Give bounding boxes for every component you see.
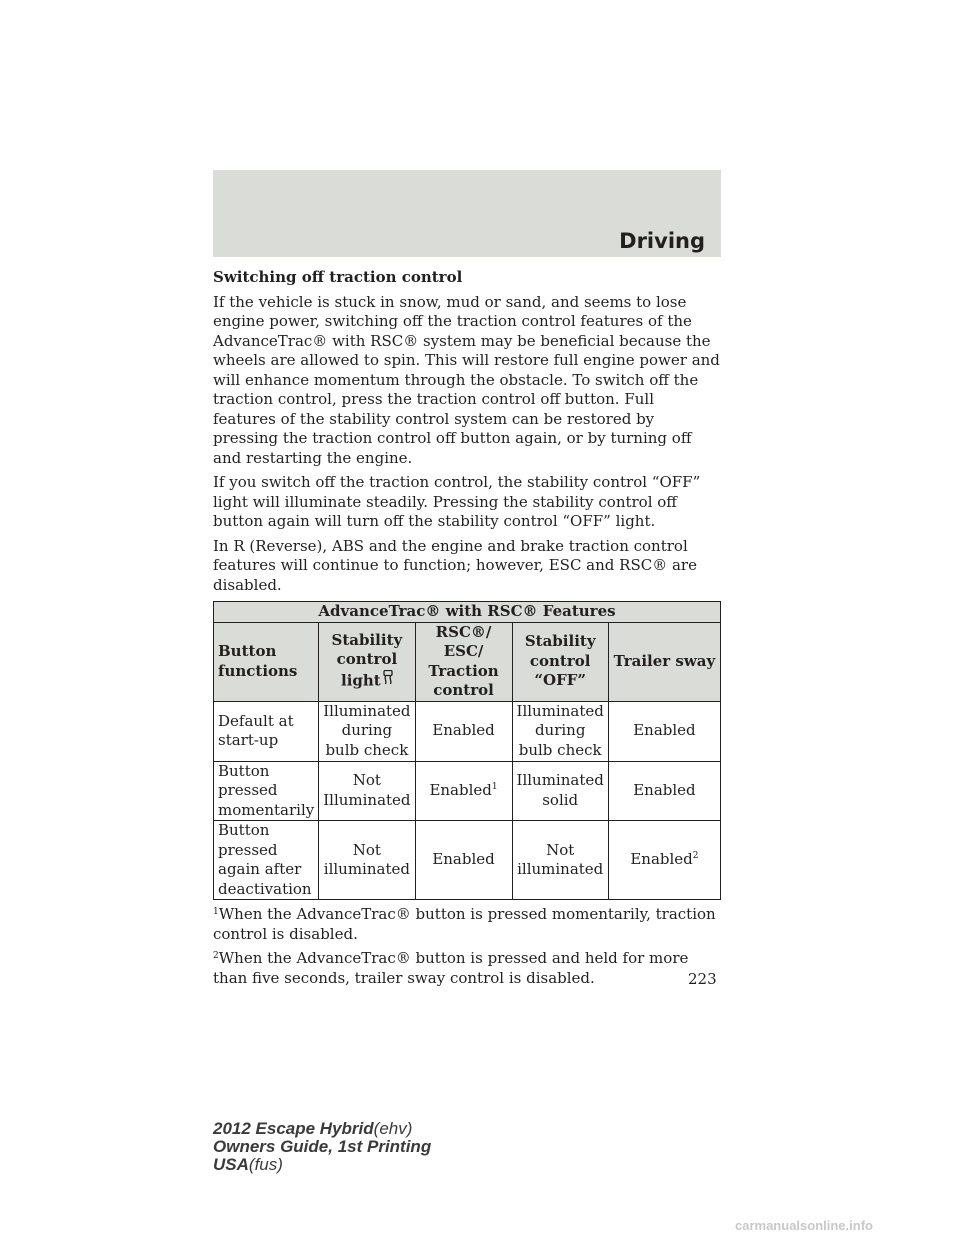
footnote: $^1$When the AdvanceTrac® button is pressed momentarily, traction control is disabled. bbox=[213, 905, 716, 943]
cell-function: Default at start-up bbox=[214, 701, 319, 761]
section-heading: Switching off traction control bbox=[213, 268, 463, 286]
cell-off: Illuminated solid bbox=[512, 761, 608, 821]
page-number: 223 bbox=[688, 970, 717, 988]
footnote: $^2$When the AdvanceTrac® button is pressed and held for more than five seconds, trailer sway control is disabled. bbox=[213, 949, 689, 987]
cell-light: Not Illuminated bbox=[319, 761, 415, 821]
skid-car-icon bbox=[383, 670, 393, 693]
page-content bbox=[213, 268, 721, 988]
cell-trailer: Enabled bbox=[608, 761, 720, 821]
table-row bbox=[214, 821, 721, 900]
table-title: AdvanceTrac® with RSC® Features bbox=[214, 602, 721, 623]
cell-light: Illuminated during bulb check bbox=[319, 701, 415, 761]
header-stability-off: Stability control “OFF” bbox=[512, 622, 608, 701]
section-header-bar bbox=[213, 170, 721, 257]
table-row bbox=[214, 701, 721, 761]
cell-rsc: Enabled bbox=[415, 701, 512, 761]
watermark: carmanualsonline.info bbox=[735, 1218, 873, 1233]
table-row bbox=[214, 761, 721, 821]
header-trailer-sway: Trailer sway bbox=[608, 622, 720, 701]
header-stability-light: Stability control light bbox=[319, 622, 415, 701]
cell-off: Not illuminated bbox=[512, 821, 608, 900]
cell-trailer: Enabled bbox=[608, 701, 720, 761]
features-table bbox=[213, 601, 721, 900]
header-button-functions: Button functions bbox=[214, 622, 319, 701]
section-title: Driving bbox=[619, 229, 705, 253]
paragraph: If the vehicle is stuck in snow, mud or sand, and seems to lose engine power, switching off the traction control features of the AdvanceTrac® with RSC® system may be beneficial because the wheels are allowed to spin. This will restore full engine power and will enhance momentum through the obstacle. To switch off the traction control, press the traction control off button. Full features of the stability control system can be restored by pressing the traction control off button again, or by turning off and restarting the engine. bbox=[213, 292, 720, 467]
cell-light: Not illuminated bbox=[319, 821, 415, 900]
print-footer: 2012 Escape Hybrid(ehv) Owners Guide, 1st Printing USA(fus) bbox=[213, 1119, 432, 1174]
cell-off: Illuminated during bulb check bbox=[512, 701, 608, 761]
table-header-row bbox=[214, 622, 721, 701]
paragraph: In R (Reverse), ABS and the engine and brake traction control features will continue to function; however, ESC and RSC® are disabled. bbox=[213, 536, 697, 594]
cell-rsc: Enabled$^1$ bbox=[415, 761, 512, 821]
cell-trailer: Enabled$^2$ bbox=[608, 821, 720, 900]
cell-rsc: Enabled bbox=[415, 821, 512, 900]
header-rsc-esc-traction: RSC®/ ESC/ Traction control bbox=[415, 622, 512, 701]
cell-function: Button pressed momentarily bbox=[214, 761, 319, 821]
paragraph: If you switch off the traction control, the stability control “OFF” light will illuminate steadily. Pressing the stability control off button again will turn off the stability control “OFF” light. bbox=[213, 473, 701, 530]
cell-function: Button pressed again after deactivation bbox=[214, 821, 319, 900]
